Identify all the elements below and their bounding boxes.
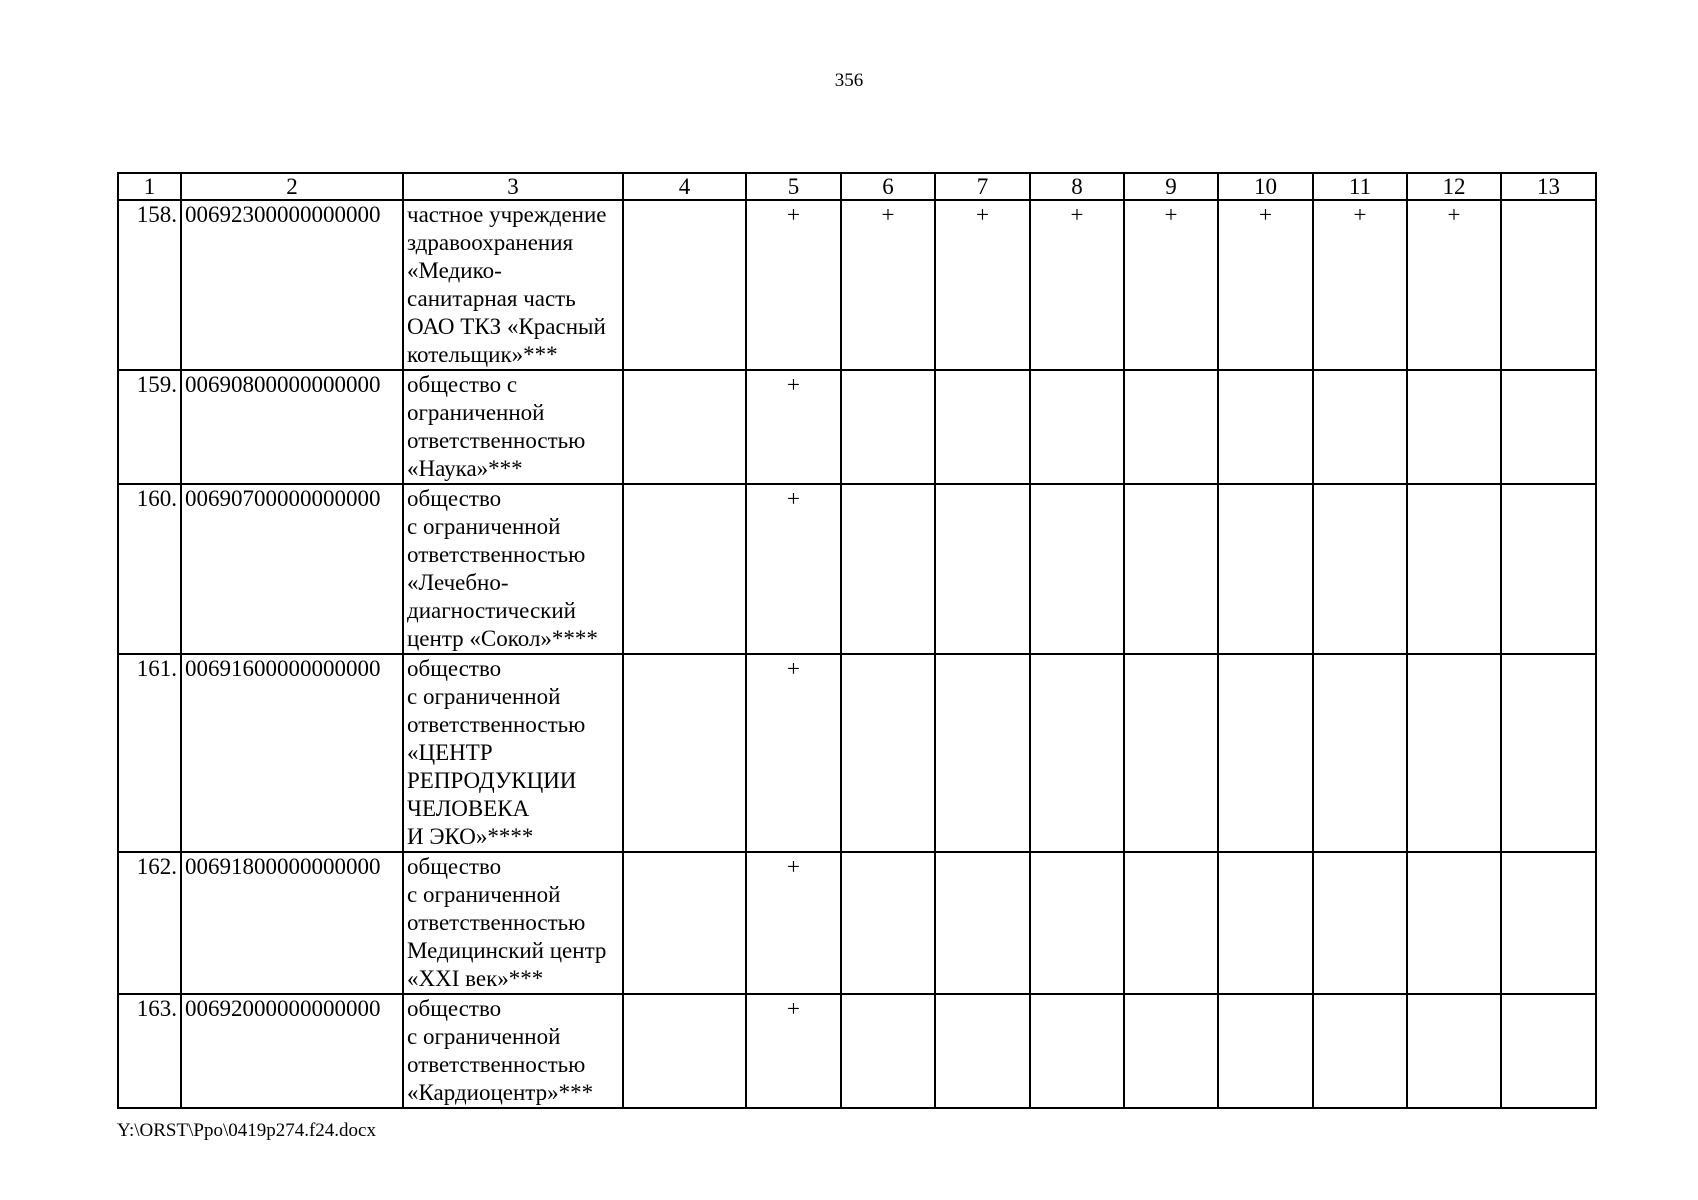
organization-name-line: «Медико- xyxy=(407,258,502,283)
mark-cell-col-6 xyxy=(841,484,935,654)
footer-file-path: Y:\ORST\Ppo\0419p274.f24.docx xyxy=(117,1120,376,1141)
column-header: 10 xyxy=(1218,173,1313,200)
organization-name-line: санитарная часть xyxy=(407,286,576,311)
mark-cell-col-7 xyxy=(935,994,1030,1108)
mark-cell-col-12 xyxy=(1407,370,1501,484)
column-header: 5 xyxy=(746,173,841,200)
organization-name-line: общество с xyxy=(407,372,518,397)
register-table xyxy=(117,172,1597,1109)
mark-cell-col-8 xyxy=(1030,994,1124,1108)
organization-name-line: ОАО ТКЗ «Красный xyxy=(407,314,606,339)
organization-name-line: здравоохранения xyxy=(407,230,574,255)
organization-code-cell: 00691800000000000 xyxy=(181,852,403,994)
organization-name-line: центр «Сокол»**** xyxy=(407,626,598,651)
mark-cell-col-11 xyxy=(1313,654,1407,852)
column-header: 2 xyxy=(181,173,403,200)
row-number-cell: 158. xyxy=(118,200,181,370)
organization-name-line: частное учреждение xyxy=(407,202,607,227)
organization-code-cell: 00691600000000000 xyxy=(181,654,403,852)
column-header: 8 xyxy=(1030,173,1124,200)
organization-code-cell: 00692000000000000 xyxy=(181,994,403,1108)
mark-cell-col-8: + xyxy=(1030,200,1124,370)
mark-cell-col-4 xyxy=(623,654,746,852)
mark-cell-col-7 xyxy=(935,370,1030,484)
table-row xyxy=(118,654,1596,852)
organization-name-line: РЕПРОДУКЦИИ xyxy=(407,768,577,793)
column-header: 9 xyxy=(1124,173,1218,200)
mark-cell-col-6 xyxy=(841,654,935,852)
mark-cell-col-5: + xyxy=(746,994,841,1108)
column-header: 3 xyxy=(403,173,623,200)
row-number-cell: 160. xyxy=(118,484,181,654)
mark-cell-col-12 xyxy=(1407,994,1501,1108)
mark-cell-col-9 xyxy=(1124,370,1218,484)
table-row xyxy=(118,200,1596,370)
organization-name-line: ЧЕЛОВЕКА xyxy=(407,796,530,821)
organization-name-line: ответственностью xyxy=(407,712,586,737)
mark-cell-col-6 xyxy=(841,852,935,994)
mark-cell-col-8 xyxy=(1030,654,1124,852)
mark-cell-col-9: + xyxy=(1124,200,1218,370)
organization-name-cell xyxy=(403,370,623,484)
organization-code-cell: 00692300000000000 xyxy=(181,200,403,370)
mark-cell-col-8 xyxy=(1030,852,1124,994)
mark-cell-col-4 xyxy=(623,200,746,370)
column-header: 13 xyxy=(1501,173,1596,200)
row-number-cell: 163. xyxy=(118,994,181,1108)
mark-cell-col-4 xyxy=(623,484,746,654)
column-header: 7 xyxy=(935,173,1030,200)
register-body xyxy=(118,200,1596,1108)
mark-cell-col-4 xyxy=(623,852,746,994)
organization-name-line: общество xyxy=(407,854,502,879)
organization-name-line: диагностический xyxy=(407,598,576,623)
mark-cell-col-7 xyxy=(935,654,1030,852)
mark-cell-col-6: + xyxy=(841,200,935,370)
row-number-cell: 162. xyxy=(118,852,181,994)
organization-name-line: Медицинский центр xyxy=(407,938,607,963)
mark-cell-col-12 xyxy=(1407,852,1501,994)
mark-cell-col-9 xyxy=(1124,852,1218,994)
organization-name-cell xyxy=(403,200,623,370)
mark-cell-col-11 xyxy=(1313,994,1407,1108)
table-row xyxy=(118,370,1596,484)
mark-cell-col-10 xyxy=(1218,852,1313,994)
organization-name-line: ответственностью xyxy=(407,542,586,567)
mark-cell-col-5: + xyxy=(746,370,841,484)
mark-cell-col-9 xyxy=(1124,654,1218,852)
table-row xyxy=(118,484,1596,654)
mark-cell-col-12 xyxy=(1407,654,1501,852)
mark-cell-col-5: + xyxy=(746,654,841,852)
column-header: 4 xyxy=(623,173,746,200)
mark-cell-col-13 xyxy=(1501,484,1596,654)
organization-name-line: с ограниченной xyxy=(407,882,561,907)
organization-name-line: общество xyxy=(407,486,502,511)
organization-name-line: И ЭКО»**** xyxy=(407,824,534,849)
organization-name-line: общество xyxy=(407,996,502,1021)
mark-cell-col-10 xyxy=(1218,654,1313,852)
column-header: 1 xyxy=(118,173,181,200)
mark-cell-col-9 xyxy=(1124,484,1218,654)
organization-name-line: «Наука»*** xyxy=(407,456,523,481)
organization-name-line: ответственностью xyxy=(407,428,586,453)
mark-cell-col-12 xyxy=(1407,484,1501,654)
column-header: 11 xyxy=(1313,173,1407,200)
mark-cell-col-8 xyxy=(1030,370,1124,484)
mark-cell-col-13 xyxy=(1501,654,1596,852)
mark-cell-col-10 xyxy=(1218,370,1313,484)
mark-cell-col-13 xyxy=(1501,852,1596,994)
mark-cell-col-6 xyxy=(841,994,935,1108)
mark-cell-col-9 xyxy=(1124,994,1218,1108)
mark-cell-col-6 xyxy=(841,370,935,484)
organization-name-line: с ограниченной xyxy=(407,1024,561,1049)
organization-code-cell: 00690800000000000 xyxy=(181,370,403,484)
organization-name-line: ограниченной xyxy=(407,400,545,425)
organization-name-cell xyxy=(403,654,623,852)
mark-cell-col-7 xyxy=(935,852,1030,994)
mark-cell-col-7 xyxy=(935,484,1030,654)
mark-cell-col-5: + xyxy=(746,484,841,654)
mark-cell-col-13 xyxy=(1501,200,1596,370)
mark-cell-col-8 xyxy=(1030,484,1124,654)
organization-name-line: ответственностью xyxy=(407,910,586,935)
mark-cell-col-4 xyxy=(623,994,746,1108)
mark-cell-col-13 xyxy=(1501,994,1596,1108)
page-number: 356 xyxy=(834,70,864,91)
organization-name-line: «Кардиоцентр»*** xyxy=(407,1080,594,1105)
mark-cell-col-11: + xyxy=(1313,200,1407,370)
organization-name-line: с ограниченной xyxy=(407,514,561,539)
mark-cell-col-13 xyxy=(1501,370,1596,484)
mark-cell-col-10 xyxy=(1218,994,1313,1108)
table-row xyxy=(118,852,1596,994)
organization-name-line: с ограниченной xyxy=(407,684,561,709)
mark-cell-col-11 xyxy=(1313,484,1407,654)
organization-name-line: «ЦЕНТР xyxy=(407,740,493,765)
organization-name-line: «Лечебно- xyxy=(407,570,509,595)
organization-code-cell: 00690700000000000 xyxy=(181,484,403,654)
mark-cell-col-10: + xyxy=(1218,200,1313,370)
mark-cell-col-11 xyxy=(1313,852,1407,994)
column-header: 6 xyxy=(841,173,935,200)
organization-name-line: ответственностью xyxy=(407,1052,586,1077)
organization-name-cell xyxy=(403,994,623,1108)
organization-name-line: котельщик»*** xyxy=(407,342,558,367)
table-row xyxy=(118,994,1596,1108)
column-number-row xyxy=(118,173,1596,200)
organization-name-cell xyxy=(403,484,623,654)
mark-cell-col-12: + xyxy=(1407,200,1501,370)
mark-cell-col-5: + xyxy=(746,852,841,994)
column-header: 12 xyxy=(1407,173,1501,200)
row-number-cell: 161. xyxy=(118,654,181,852)
mark-cell-col-10 xyxy=(1218,484,1313,654)
mark-cell-col-11 xyxy=(1313,370,1407,484)
row-number-cell: 159. xyxy=(118,370,181,484)
mark-cell-col-5: + xyxy=(746,200,841,370)
mark-cell-col-7: + xyxy=(935,200,1030,370)
organization-name-line: общество xyxy=(407,656,502,681)
organization-name-cell xyxy=(403,852,623,994)
organization-name-line: «XXI век»*** xyxy=(407,966,544,991)
mark-cell-col-4 xyxy=(623,370,746,484)
